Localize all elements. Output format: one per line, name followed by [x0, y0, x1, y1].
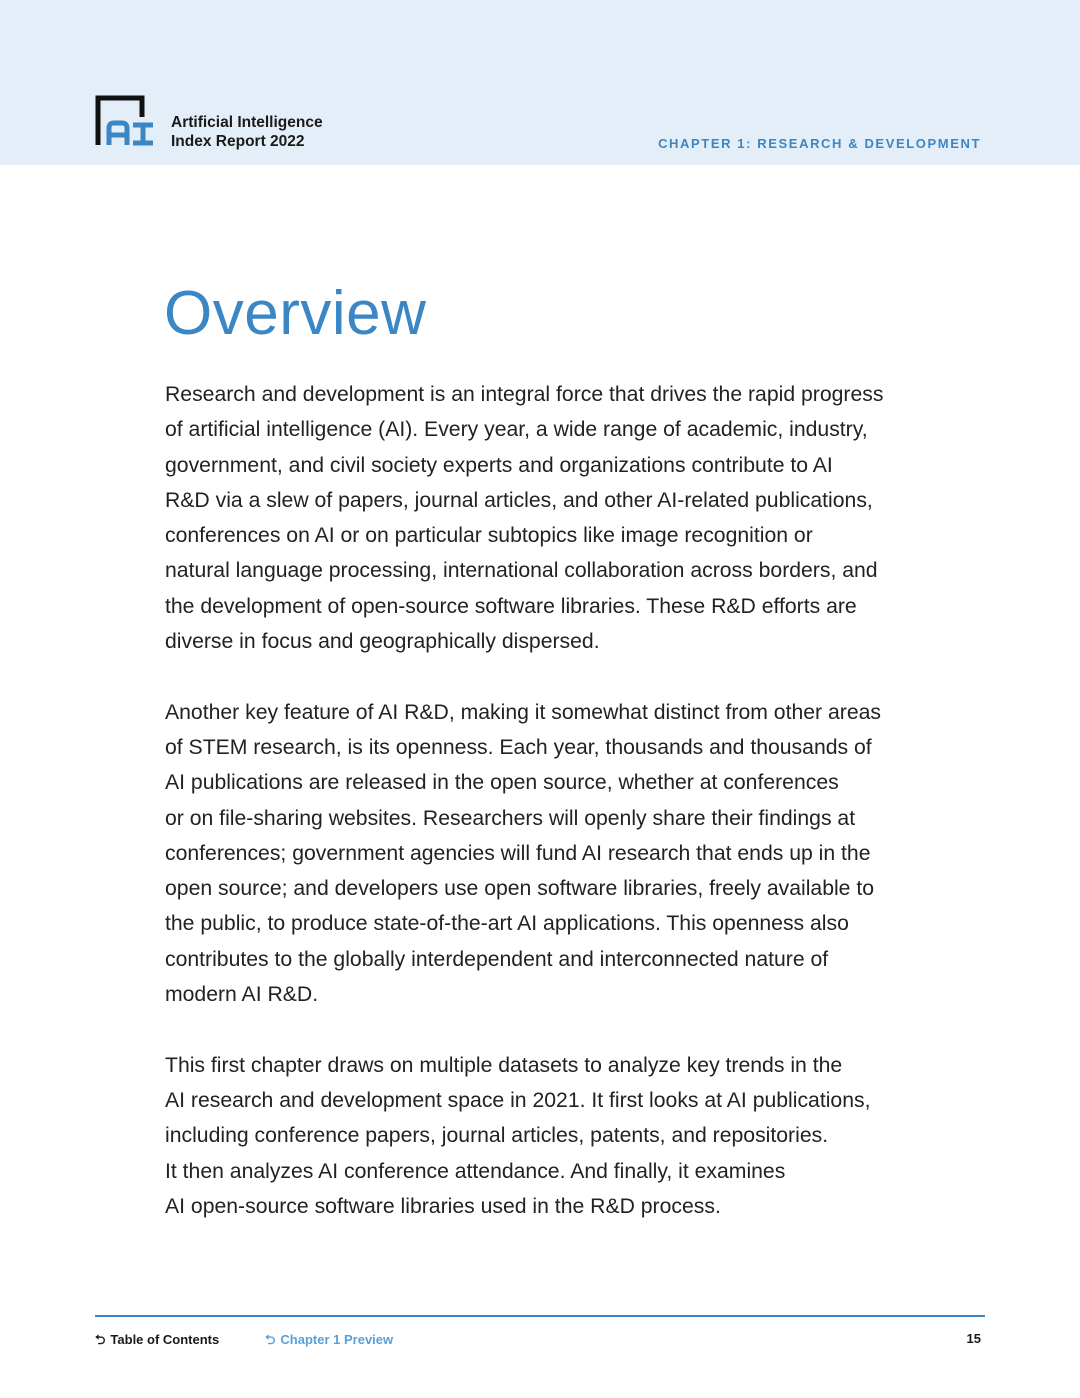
- text-line: including conference papers, journal articles, patents, and repositories.: [165, 1124, 829, 1148]
- text-line: conferences on AI or on particular subtopics like image recognition or: [165, 524, 813, 548]
- return-arrow-icon: ⮌: [265, 1332, 276, 1347]
- text-line: of artificial intelligence (AI). Every year, a wide range of academic, industry,: [165, 418, 868, 442]
- text-line: This first chapter draws on multiple datasets to analyze key trends in the: [165, 1053, 843, 1077]
- text-line: or on file-sharing websites. Researchers will openly share their findings at: [165, 806, 856, 830]
- paragraph: [165, 1048, 985, 1224]
- page-title: Overview: [164, 279, 427, 348]
- text-line: Another key feature of AI R&D, making it somewhat distinct from other areas: [165, 700, 881, 724]
- page-number: 15: [966, 1331, 981, 1346]
- brand-line-2: Index Report 2022: [171, 133, 305, 150]
- body-content: [165, 377, 985, 1259]
- text-line: AI research and development space in 2021. It first looks at AI publications,: [165, 1088, 871, 1112]
- text-line: Research and development is an integral force that drives the rapid progress: [165, 383, 884, 406]
- text-line: government, and civil society experts and organizations contribute to AI: [165, 453, 833, 477]
- return-arrow-icon: ⮌: [95, 1332, 106, 1347]
- toc-label: Table of Contents: [110, 1332, 220, 1347]
- page-header: [0, 0, 1080, 165]
- text-line: the development of open-source software libraries. These R&D efforts are: [165, 594, 857, 618]
- brand-line-1: Artificial Intelligence: [171, 114, 323, 131]
- report-brand: [171, 113, 323, 151]
- table-of-contents-link[interactable]: [95, 1331, 219, 1353]
- paragraph: [165, 377, 985, 659]
- chapter-label: CHAPTER 1: RESEARCH & DEVELOPMENT: [658, 136, 981, 151]
- text-line: conferences; government agencies will fund AI research that ends up in the: [165, 841, 871, 865]
- footer-divider: [95, 1315, 985, 1317]
- text-line: AI publications are released in the open source, whether at conferences: [165, 771, 839, 795]
- text-line: of STEM research, is its openness. Each year, thousands and thousands of: [165, 735, 872, 759]
- text-line: diverse in focus and geographically dispersed.: [165, 630, 600, 654]
- text-line: the public, to produce state-of-the-art AI applications. This openness also: [165, 912, 849, 936]
- text-line: modern AI R&D.: [165, 983, 319, 1007]
- chapter-preview-link[interactable]: [265, 1331, 393, 1353]
- text-line: natural language processing, international collaboration across borders, and: [165, 559, 878, 583]
- text-line: It then analyzes AI conference attendance. And finally, it examines: [165, 1159, 786, 1183]
- text-line: AI open-source software libraries used in the R&D process.: [165, 1194, 721, 1218]
- paragraph: [165, 695, 985, 1013]
- text-line: R&D via a slew of papers, journal articles, and other AI-related publications,: [165, 488, 873, 512]
- text-line: open source; and developers use open software libraries, freely available to: [165, 877, 875, 901]
- preview-label: Chapter 1 Preview: [280, 1332, 394, 1347]
- text-line: contributes to the globally interdependent and interconnected nature of: [165, 947, 829, 971]
- ai-index-logo: [95, 95, 155, 147]
